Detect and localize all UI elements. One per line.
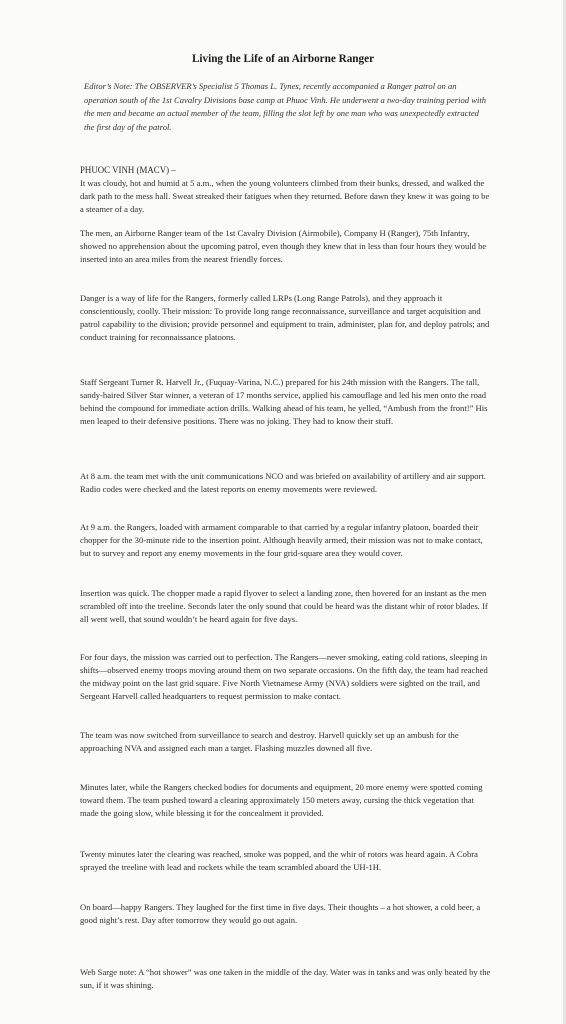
- editors-note: Editor’s Note: The OBSERVER’s Specialist 5 Thomas L. Tynes, recently accompanied a Ranger patrol on an operation south of the 1st Cavalry Divisions base camp at Phuoc Vinh. He underwent a two-day training period with the men and became an actual member of the team, filling the slot left by one man who was unexpectedly extracted the first day of the patrol.: [84, 81, 487, 132]
- paragraph-3: Danger is a way of life for the Rangers, formerly called LRPs (Long Range Patrols), and they approach it conscientiously, coolly. Their mission: To provide long range reconnaissance, surveillance and target acquisition and patrol capability to the division; provide personnel and equipment to train, administer, plan for, and deploy patrols; and conduct training for reconnaissance platoons.: [80, 293, 490, 342]
- paragraph-12: On board—happy Rangers. They laughed for the first time in five days. Their thoughts – a hot shower, a cold beer, a good night’s rest. Day after tomorrow they would go out again.: [80, 902, 481, 925]
- article-title: Living the Life of an Airborne Ranger: [191, 53, 375, 65]
- paragraph-5: At 8 a.m. the team met with the unit communications NCO and was briefed on availability of artillery and air support. Radio codes were checked and the latest reports on enemy movements were reviewed.: [80, 471, 486, 494]
- paragraph-6: At 9 a.m. the Rangers, loaded with armament comparable to that carried by a regular infantry platoon, boarded their chopper for the 30-minute ride to the insertion point. Although heavily armed, their mission was not to make contact, but to survey and report any enemy movements in the four grid-square area they would cover.: [80, 522, 483, 558]
- paragraph-10: Minutes later, while the Rangers checked bodies for documents and equipment, 20 more enemy were spotted coming toward them. The team pushed toward a clearing approximately 150 meters away, cursing the thick vegetation that made the going slow, while blessing it for the concealment it provided.: [80, 782, 483, 818]
- dateline: PHUOC VINH (MACV) –: [80, 165, 176, 175]
- paragraph-1: It was cloudy, hot and humid at 5 a.m., when the young volunteers climbed from their bunks, dressed, and walked the dark path to the mess hall. Sweat streaked their fatigues when they returned. Before dawn they knew it was going to be a steamer of a day.: [80, 178, 490, 214]
- paragraph-2: The men, an Airborne Ranger team of the 1st Cavalry Division (Airmobile), Company H (Ranger), 75th Infantry, showed no apprehension about the upcoming patrol, even though they knew that in less than four hours they would be inserted into an area miles from the nearest friendly forces.: [80, 228, 487, 264]
- paragraph-11: Twenty minutes later the clearing was reached, smoke was popped, and the whir of rotors was heard again. A Cobra sprayed the treeline with lead and rockets while the team scrambled aboard the UH-1H.: [80, 849, 478, 872]
- paragraph-8: For four days, the mission was carried out to perfection. The Rangers—never smoking, eating cold rations, sleeping in shifts—observed enemy troops moving around them on two separate occasions. On the fifth day, the team had reached the midway point on the last grid square. Five North Vietnamese Army (NVA) soldiers were sighted on the trail, and Sergeant Harvell called headquarters to request permission to make contact.: [80, 652, 488, 701]
- web-sarge-note: Web Sarge note: A “hot shower” was one taken in the middle of the day. Water was in tanks and was only heated by the sun, if it was shining.: [80, 967, 491, 990]
- paragraph-7: Insertion was quick. The chopper made a rapid flyover to select a landing zone, then hovered for an instant as the men scrambled off into the treeline. Seconds later the only sound that could be heard was the distant whir of rotor blades. If all went well, that sound wouldn’t be heard again for five days.: [80, 588, 488, 624]
- paragraph-4: Staff Sergeant Turner R. Harvell Jr., (Fuquay-Varina, N.C.) prepared for his 24th mission with the Rangers. The tall, sandy-haired Silver Star winner, a veteran of 17 months service, applied his camouflage and led his men onto the road behind the compound for immediate action drills. Walking ahead of his team, he yelled, “Ambush from the front!” His men leaped to their defensive positions. There was no joking. They had to know their stuff.: [80, 377, 488, 426]
- paragraph-9: The team was now switched from surveillance to search and destroy. Harvell quickly set up an ambush for the approaching NVA and assigned each man a target. Flashing muzzles downed all five.: [80, 730, 459, 753]
